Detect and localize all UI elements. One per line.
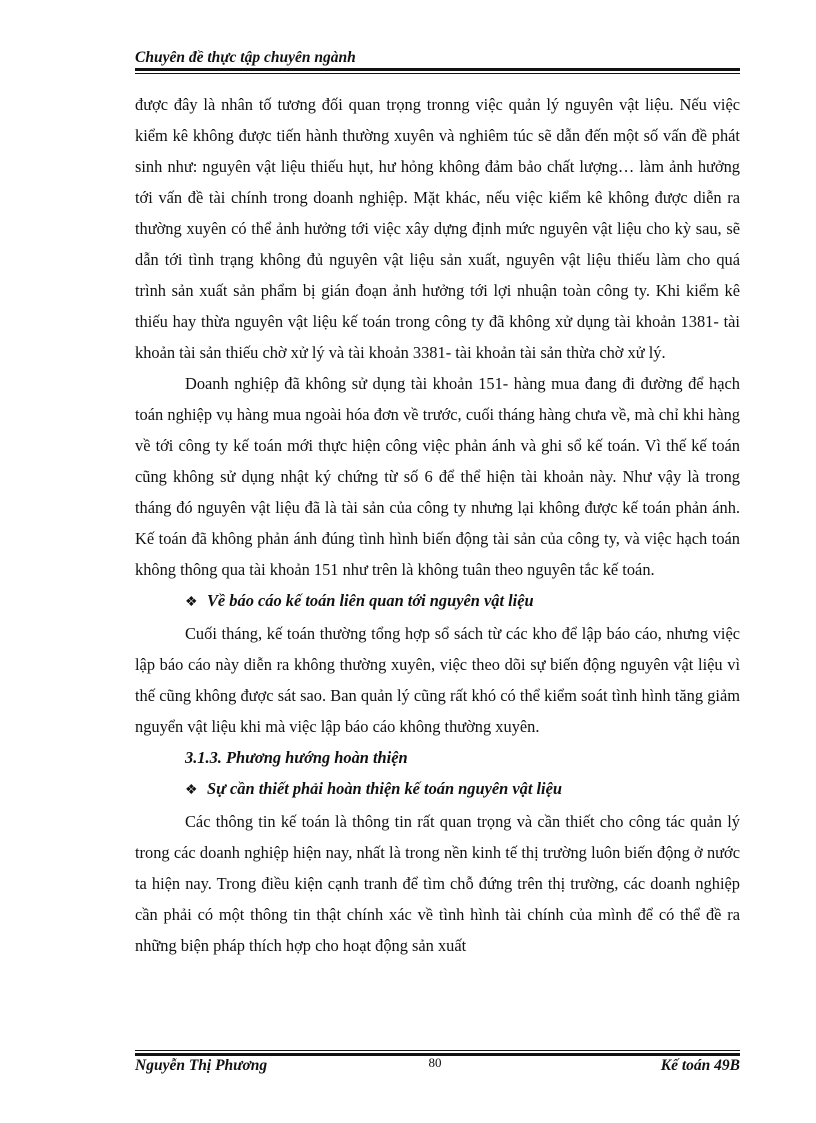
header-rule-thick — [135, 68, 740, 71]
section-heading-report — [135, 585, 740, 618]
heading-text: Sự cần thiết phải hoàn thiện kế toán nguyên vật liệu — [207, 779, 562, 798]
document-body — [135, 89, 740, 961]
paragraph-2: Doanh nghiệp đã không sử dụng tài khoản 151- hàng mua đang đi đường để hạch toán nghiệp vụ hàng mua ngoài hóa đơn về trước, cuối tháng hàng chưa về, mà chỉ khi hàng về tới công ty kế toán mới thực hiện công việc phản ánh và ghi sổ kế toán. Vì thế kế toán cũng không sử dụng nhật ký chứng từ số 6 để thể hiện tài khoản này. Như vậy là trong tháng đó nguyên vật liệu đã là tài sản của công ty nhưng lại không được kế toán phản ánh. Kế toán đã không phản ánh đúng tình hình biến động tài sản của công ty, và việc hạch toán không thông qua tài khoản 151 như trên là không tuân theo nguyên tắc kế toán. — [135, 374, 740, 579]
header-rule-thin — [135, 73, 740, 74]
section-heading-necessity — [135, 773, 740, 806]
paragraph-3: Cuối tháng, kế toán thường tổng hợp sổ sách từ các kho để lập báo cáo, nhưng việc lập báo cáo này diễn ra không thường xuyên, việc theo dõi sự biến động nguyên vật liệu vì thế cũng không được sát sao. Ban quản lý cũng rất khó có thể kiểm soát tình hình tăng giảm nguyển vật liệu khi mà việc lập báo cáo không thường xuyên. — [135, 624, 740, 736]
heading-text: Về báo cáo kế toán liên quan tới nguyên vật liệu — [207, 591, 534, 610]
section-heading-3-1-3: 3.1.3. Phương hướng hoàn thiện — [185, 748, 408, 767]
page-header-title: Chuyên đề thực tập chuyên ngành — [135, 49, 356, 66]
paragraph-4: Các thông tin kế toán là thông tin rất quan trọng và cần thiết cho công tác quản lý trong các doanh nghiệp hiện nay, nhất là trong nền kinh tế thị trường luôn biến động ở nước ta hiện nay. Trong điều kiện cạnh tranh để tìm chỗ đứng trên thị trường, các doanh nghiệp cần phải có một thông tin thật chính xác về tình hình tài chính của mình để có thể đề ra những biện pháp thích hợp cho hoạt động sản xuất — [135, 812, 740, 955]
paragraph-1: được đây là nhân tố tương đối quan trọng tronng việc quản lý nguyên vật liệu. Nếu việc kiểm kê không được tiến hành thường xuyên và nghiêm túc sẽ dẫn đến một số vấn đề phát sinh như: nguyên vật liệu thiếu hụt, hư hỏng không đảm bảo chất lượng… làm ảnh hưởng tới vấn đề tài chính trong doanh nghiệp. Mặt khác, nếu việc kiểm kê không được diễn ra thường xuyên có thể ảnh hưởng tới việc xây dựng định mức nguyên vật liệu cho kỳ sau, sẽ dẫn tới tình trạng không đủ nguyên vật liệu sản xuất, nguyên vật liệu thiếu làm cho quá trình sản xuất sản phẩm bị gián đoạn ảnh hưởng tới lợi nhuận toàn công ty. Khi kiểm kê thiếu hay thừa nguyên vật liệu kế toán trong công ty đã không xử dụng tài khoản 1381- tài khoản tài sản thiếu chờ xử lý và tài khoản 3381- tài khoản tài sản thừa chờ xử lý. — [135, 95, 740, 362]
page-number: 80 — [428, 1055, 442, 1070]
diamond-bullet-icon: ❖ — [185, 783, 198, 798]
footer-rule-thin — [135, 1050, 740, 1051]
footer-author: Nguyễn Thị Phương — [135, 1057, 268, 1074]
diamond-bullet-icon: ❖ — [185, 595, 198, 610]
footer-class-label: Kế toán 49B — [660, 1057, 740, 1074]
